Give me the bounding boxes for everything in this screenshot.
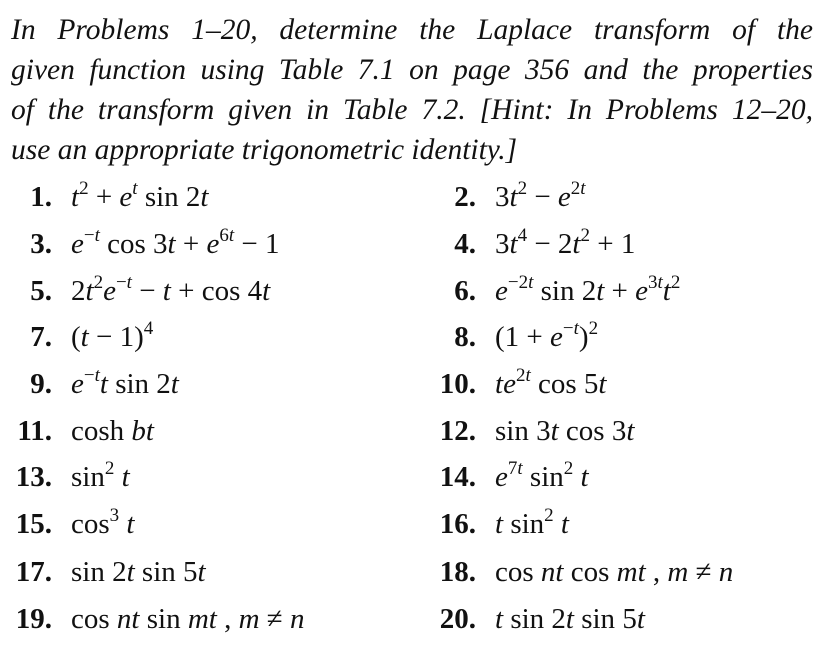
problem-expression: $\sin^2 t$ <box>71 458 130 493</box>
problem-expression: cosh bt <box>71 415 154 447</box>
problem-number: 19. <box>15 603 52 635</box>
problem-expression: $3t^4 - 2t^2 + 1$ <box>495 225 636 260</box>
problem-item <box>0 549 824 595</box>
problem-number: 14. <box>439 461 476 493</box>
problem-expression: $t^2 + e^t$ sin 2t <box>71 178 209 213</box>
problem-number: 17. <box>15 556 52 588</box>
problem-number: 12. <box>439 415 476 447</box>
problem-expression: $(1 + e^{-t})^2$ <box>495 318 599 353</box>
problem-item <box>0 596 824 642</box>
problem-expression: $e^{7t}$ $\sin^2 t$ <box>495 458 589 493</box>
problem-item <box>0 454 824 500</box>
problem-number: 4. <box>454 228 476 260</box>
problem-expression: sin 2t sin 5t <box>71 556 206 588</box>
problem-number: 3. <box>30 228 52 260</box>
problem-expression: $e^{-2t}$ $\sin 2t + e^{3t}t^2$ <box>495 272 681 307</box>
instructions-line-4: use an appropriate trigonometric identity.] <box>11 134 518 166</box>
problem-number: 13. <box>15 461 52 493</box>
problem-expression: $te^{2t}$ cos 5t <box>495 365 607 400</box>
problem-item <box>0 174 824 220</box>
problem-list <box>0 174 824 644</box>
problem-number: 10. <box>439 368 476 400</box>
problem-set-instructions <box>11 10 813 170</box>
problem-number: 20. <box>439 603 476 635</box>
problem-number: 1. <box>30 181 52 213</box>
instructions-line-1: In Problems 1–20, determine the Laplace transform of the <box>11 14 813 46</box>
problem-number: 11. <box>17 415 52 447</box>
problem-expression: sin 3t cos 3t <box>495 415 635 447</box>
problem-item <box>0 501 824 547</box>
problem-item <box>0 408 824 454</box>
problem-number: 18. <box>439 556 476 588</box>
problem-expression: cos nt cos mt , m ≠ n <box>495 556 734 588</box>
problem-expression: $e^{-t}$ $\cos 3t + e^{6t} - 1$ <box>71 225 280 260</box>
problem-item <box>0 314 824 360</box>
problem-expression: $3t^2 - e^{2t}$ <box>495 178 586 213</box>
problem-expression: $(t - 1)^4$ <box>71 318 154 353</box>
problem-number: 5. <box>30 275 52 307</box>
problem-expression: $\cos^3 t$ <box>71 505 135 540</box>
problem-number: 8. <box>454 321 476 353</box>
problem-item <box>0 361 824 407</box>
problem-number: 9. <box>30 368 52 400</box>
problem-item <box>0 268 824 314</box>
problem-number: 7. <box>30 321 52 353</box>
problem-expression: $e^{-t}t$ sin 2t <box>71 365 179 400</box>
problem-expression: t sin 2t sin 5t <box>495 603 645 635</box>
problem-expression: $2t^2e^{-t} - t + \cos 4t$ <box>71 272 271 307</box>
instructions-line-2: given function using Table 7.1 on page 356 and the properties <box>11 54 813 86</box>
problem-item <box>0 221 824 267</box>
problem-number: 2. <box>454 181 476 213</box>
problem-expression: t $\sin^2 t$ <box>495 505 569 540</box>
instructions-line-3: of the transform given in Table 7.2. [Hint: In Problems 12–20, <box>11 94 813 126</box>
problem-expression: cos nt sin mt , m ≠ n <box>71 603 305 635</box>
problem-number: 15. <box>15 508 52 540</box>
problem-number: 6. <box>454 275 476 307</box>
problem-number: 16. <box>439 508 476 540</box>
